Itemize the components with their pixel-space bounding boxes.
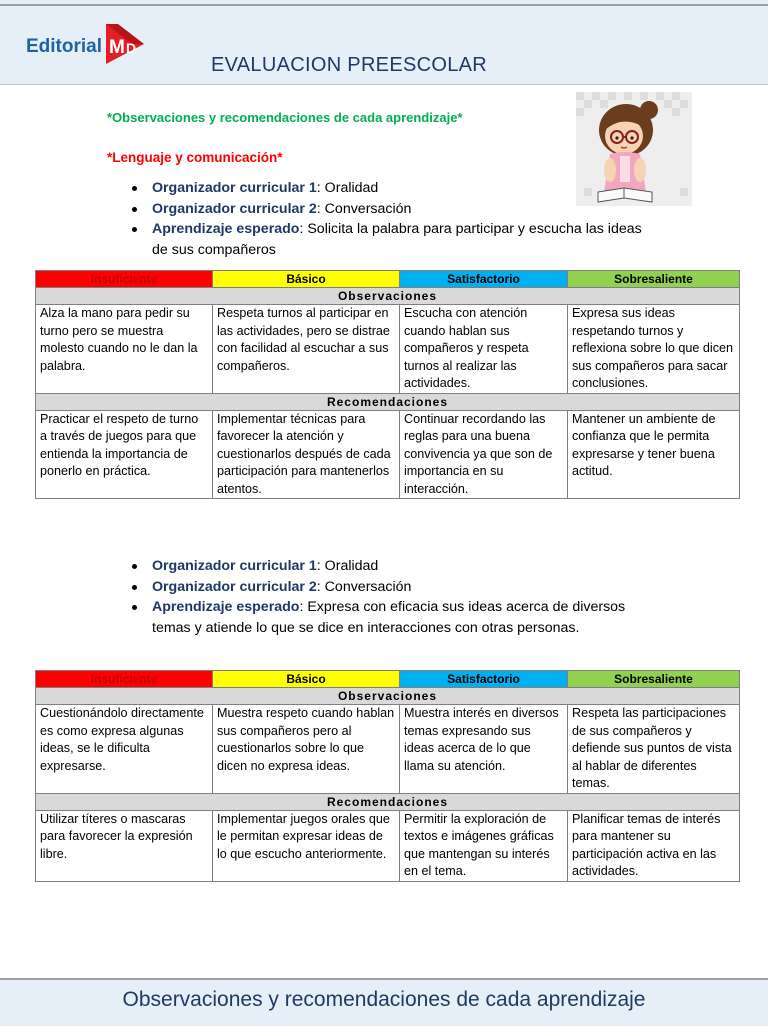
- rubric-table-1: [35, 270, 740, 499]
- table-cell: Escucha con atención cuando hablan sus compañeros y respeta turnos al realizar las actividades.: [400, 305, 568, 394]
- level-satisfactorio: Satisfactorio: [400, 271, 568, 288]
- observations-row: [36, 305, 740, 394]
- recommendations-row: [36, 810, 740, 881]
- recommendations-row: [36, 410, 740, 499]
- observations-header: Observaciones: [36, 688, 740, 705]
- bullet-item: Aprendizaje esperado: Solicita la palabra para participar y escucha las ideas de sus compañeros: [130, 219, 660, 260]
- levels-row: [36, 671, 740, 688]
- table-cell: Implementar técnicas para favorecer la atención y cuestionarlos después de cada participación para mantenerlos atentos.: [213, 410, 400, 499]
- rubric-table-2: [35, 670, 740, 882]
- bullet-item: Organizador curricular 2: Conversación: [130, 577, 660, 598]
- bullet-item: Organizador curricular 2: Conversación: [130, 199, 660, 220]
- level-satisfactorio: Satisfactorio: [400, 671, 568, 688]
- recommendations-header-row: [36, 793, 740, 810]
- table-cell: Respeta turnos al participar en las actividades, pero se distrae con facilidad al escuchar a sus compañeros.: [213, 305, 400, 394]
- levels-row: [36, 271, 740, 288]
- table-cell: Alza la mano para pedir su turno pero se muestra molesto cuando no le dan la palabra.: [36, 305, 213, 394]
- level-insuficiente: Insuficiente: [36, 671, 213, 688]
- observations-header: Observaciones: [36, 288, 740, 305]
- observations-row: [36, 705, 740, 794]
- table-cell: Continuar recordando las reglas para una buena convivencia ya que son de importancia en su interacción.: [400, 410, 568, 499]
- table-cell: Mantener un ambiente de confianza que le permita expresarse y tener buena actitud.: [568, 410, 740, 499]
- svg-text:M: M: [109, 37, 125, 58]
- level-sobresaliente: Sobresaliente: [568, 671, 740, 688]
- header-divider: [0, 4, 768, 6]
- logo-md-icon: [104, 20, 146, 66]
- bullet-item: Organizador curricular 1: Oralidad: [130, 556, 660, 577]
- level-basico: Básico: [213, 271, 400, 288]
- level-sobresaliente: Sobresaliente: [568, 271, 740, 288]
- observations-header-row: [36, 688, 740, 705]
- table-cell: Respeta las participaciones de sus compañeros y defiende sus puntos de vista al hablar de diferentes temas.: [568, 705, 740, 794]
- bullet-item: Aprendizaje esperado: Expresa con eficacia sus ideas acerca de diversos temas y atiende lo que se dice en interacciones con otras personas.: [130, 597, 660, 638]
- table-cell: Cuestionándolo directamente es como expresa algunas ideas, se le dificulta expresarse.: [36, 705, 213, 794]
- table-cell: Utilizar títeres o mascaras para favorecer la expresión libre.: [36, 810, 213, 881]
- recommendations-header: Recomendaciones: [36, 793, 740, 810]
- bullet-item: Organizador curricular 1: Oralidad: [130, 178, 660, 199]
- table-cell: Muestra interés en diversos temas expresando sus ideas acerca de lo que llama su atención.: [400, 705, 568, 794]
- learning-bullets-2: [130, 556, 660, 638]
- footer-title: Observaciones y recomendaciones de cada aprendizaje: [122, 988, 646, 1011]
- page-title: EVALUACION PREESCOLAR: [211, 54, 488, 76]
- table-cell: Implementar juegos orales que le permitan expresar ideas de lo que escucho anteriormente.: [213, 810, 400, 881]
- table-cell: Practicar el respeto de turno a través de juegos para que entienda la importancia de ponerlo en práctica.: [36, 410, 213, 499]
- table-cell: Permitir la exploración de textos e imágenes gráficas que mantengan su interés en el tema.: [400, 810, 568, 881]
- table-cell: Expresa sus ideas respetando turnos y reflexiona sobre lo que dicen sus compañeros para sacar conclusiones.: [568, 305, 740, 394]
- level-basico: Básico: [213, 671, 400, 688]
- table-cell: Planificar temas de interés para mantener su participación activa en las actividades.: [568, 810, 740, 881]
- recommendations-header: Recomendaciones: [36, 393, 740, 410]
- level-insuficiente: Insuficiente: [36, 271, 213, 288]
- learning-bullets-1: [130, 178, 660, 260]
- observations-header-row: [36, 288, 740, 305]
- section-subtitle: *Observaciones y recomendaciones de cada aprendizaje*: [107, 110, 463, 125]
- svg-text:D: D: [126, 40, 137, 56]
- recommendations-header-row: [36, 393, 740, 410]
- logo-text: Editorial: [26, 36, 103, 57]
- table-cell: Muestra respeto cuando hablan sus compañeros pero al cuestionarlos sobre lo que dicen no expresa ideas.: [213, 705, 400, 794]
- field-title: *Lenguaje y comunicación*: [107, 150, 283, 165]
